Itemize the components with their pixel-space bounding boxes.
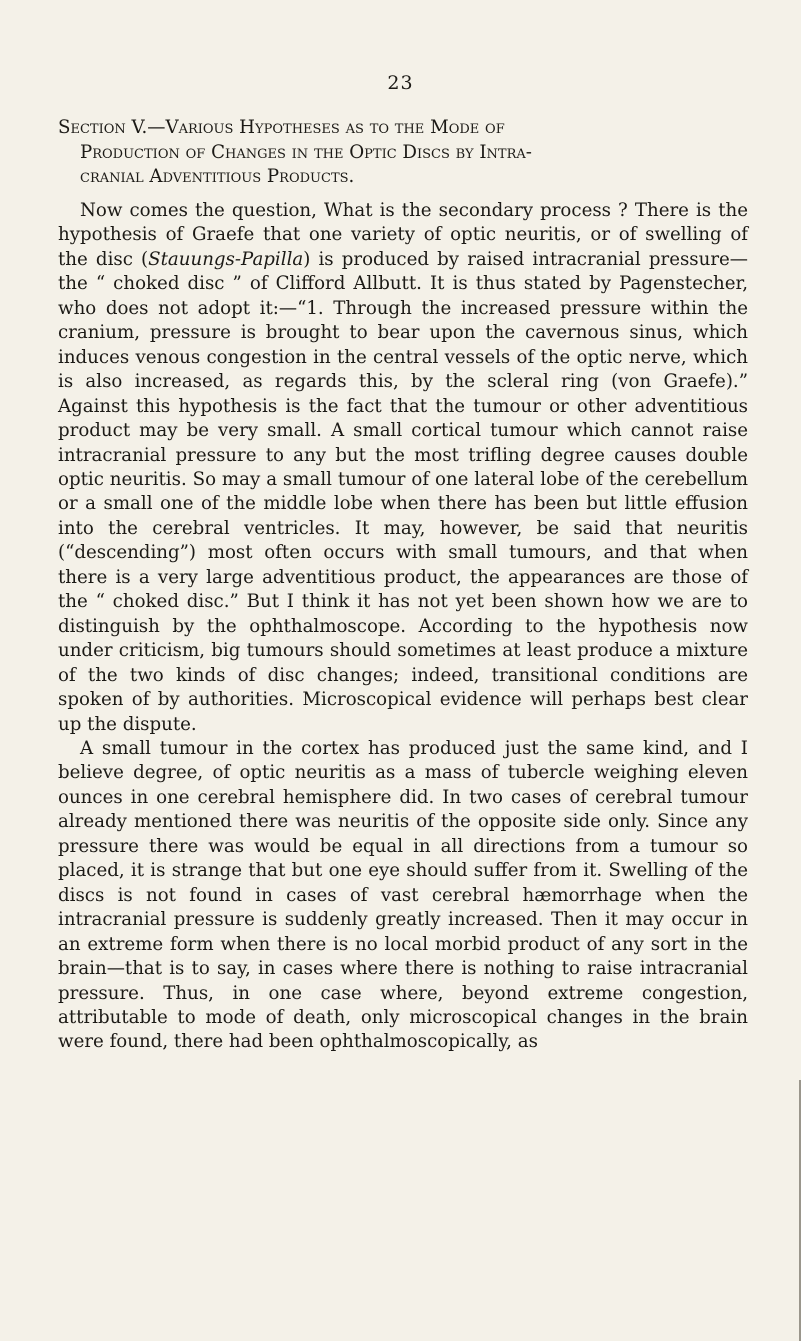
body-text	[58, 199, 748, 1055]
heading-line-1: Section V.—Various Hypotheses as to the Mode of	[58, 117, 505, 138]
paragraph-2: A small tumour in the cortex has produced just the same kind, and I believe degree, of optic neuritis as a mass of tubercle weighing eleven ounces in one cerebral hemisphere did. In two cases of cerebral tumour already mentioned there was neuritis of the opposite side only. Since any pressure there was would be equal in all directions from a tumour so placed, it is strange that but one eye should suffer from it. Swelling of the discs is not found in cases of vast cerebral hæmorrhage when the intracranial pressure is suddenly greatly increased. Then it may occur in an extreme form when there is no local morbid product of any sort in the brain—that is to say, in cases where there is nothing to raise intracranial pressure. Thus, in one case where, beyond extreme congestion, attributable to mode of death, only microscopical changes in the brain were found, there had been ophthalmoscopically, as	[58, 737, 748, 1053]
heading-line-3: cranial Adventitious Products.	[80, 166, 355, 187]
page-number: 23	[387, 72, 414, 94]
section-heading	[58, 116, 748, 190]
paragraph-1	[58, 199, 748, 737]
paragraph-1-part-2: ) is produced by raised intracranial pressure—the “ choked disc ” of Clifford Allbutt. It is thus stated by Pagenstecher, who does not adopt it:—“1. Through the increased pressure within the cranium, pressure is brought to bear upon the cavernous sinus, which induces venous congestion in the central vessels of the optic nerve, which is also increased, as regards this, by the scleral ring (von Graefe).” Against this hypothesis is the fact that the tumour or other adventitious product may be very small. A small cortical tumour which cannot raise intracranial pressure to any but the most trifling degree causes double optic neuritis. So may a small tumour of one lateral lobe of the cerebellum or a small one of the middle lobe when there has been but little effusion into the cerebral ventricles. It may, however, be said that neuritis (“descending”) most often occurs with small tumours, and that when there is a very large adventitious product, the appearances are those of the “ choked disc.” But I think it has not yet been shown how we are to distinguish by the ophthalmoscope. According to the hypothesis now under criticism, big tumours should sometimes at least produce a mixture of the two kinds of disc changes; indeed, transitional conditions are spoken of by authorities. Microscopical evidence will perhaps best clear up the dispute.	[58, 248, 748, 735]
heading-line-2: Production of Changes in the Optic Discs by Intra-	[80, 141, 532, 163]
paragraph-1-part-1: Now comes the question, What is the secondary process ? There is the hypothesis of Graefe that one variety of optic neuritis, or of swelling of the disc (	[58, 200, 748, 270]
paragraph-1-italic-term: Stauungs-Papilla	[148, 248, 304, 270]
